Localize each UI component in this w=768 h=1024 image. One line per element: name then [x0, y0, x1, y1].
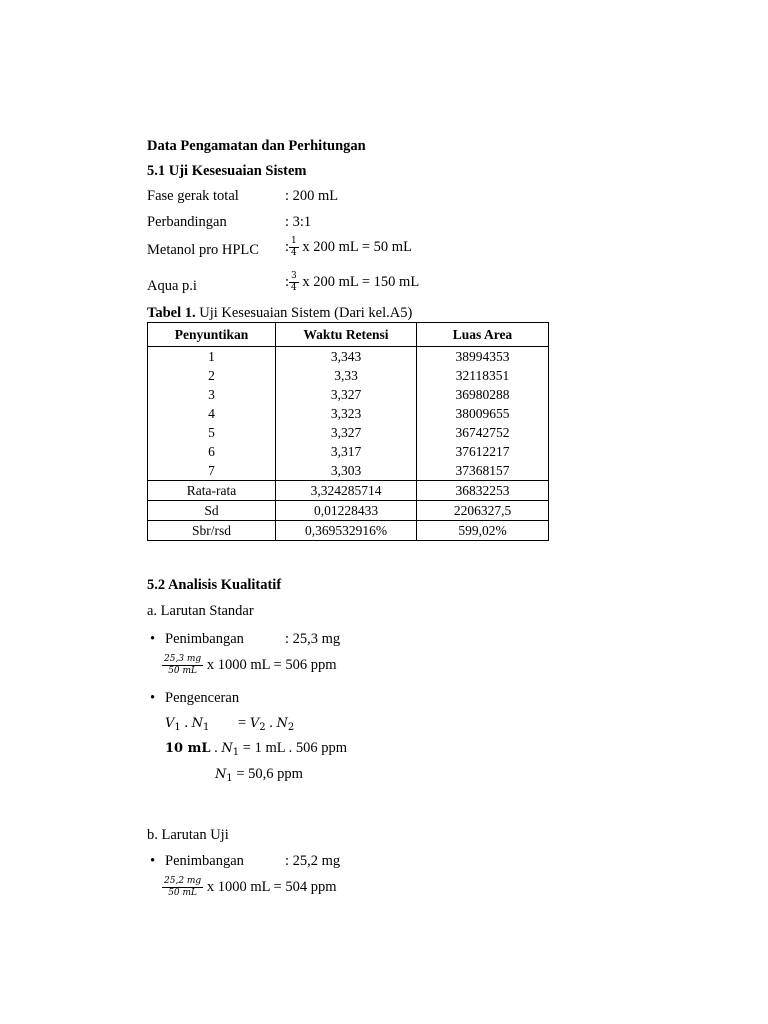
eq-n2: N	[276, 716, 288, 731]
metanol-colon: :	[285, 238, 290, 255]
table-header-row	[148, 323, 549, 347]
cell-summary-luas: 599,02%	[417, 521, 549, 541]
larutan-uji-title: b. Larutan Uji	[147, 827, 229, 843]
standar-frac-den: 50 mL	[168, 666, 198, 676]
larutan-standar-title: a. Larutan Standar	[147, 603, 254, 619]
uji-frac-den: 50 mL	[168, 888, 198, 898]
eq2-n1: N	[221, 741, 233, 756]
eq3-n1-sub: 1	[226, 773, 233, 784]
cell-waktu-retensi: 3,327	[276, 423, 417, 442]
cell-summary-waktu: 3,324285714	[276, 481, 417, 501]
fase-value: : 200 mL	[285, 188, 339, 204]
cell-luas-area: 38994353	[455, 349, 510, 364]
pengenceran-label: • Pengenceran	[165, 690, 239, 707]
aqua-label: Aqua p.i	[147, 278, 197, 294]
dilution-equation: $V_1$ . $N_1$	[165, 715, 210, 733]
eq-v2: V	[249, 716, 260, 731]
table-summary-row-mean	[148, 481, 549, 501]
cell-summary-luas: 2206327,5	[417, 501, 549, 521]
metanol-fraction	[289, 236, 299, 259]
standar-fraction	[162, 654, 203, 677]
page-heading: Data Pengamatan dan Perhitungan	[147, 138, 366, 154]
uji-frac-result: x 1000 mL = 504 ppm	[206, 878, 337, 895]
eq2-n1-sub: 1	[232, 747, 240, 758]
uji-penimbangan-label: • Penimbangan	[165, 853, 244, 870]
dilution-substitution: 10 mL . $N_1 = 1$ mL . 506 ppm	[165, 740, 348, 758]
table-row	[148, 385, 549, 404]
cell-summary-label: Sbr/rsd	[148, 521, 276, 541]
cell-waktu-retensi: 3,33	[276, 366, 417, 385]
col-header-waktu-retensi: Waktu Retensi	[276, 323, 417, 347]
cell-luas-area: 38009655	[455, 406, 510, 421]
metanol-calc: x 200 mL = 50 mL	[302, 238, 412, 255]
cell-penyuntikan: 4	[148, 404, 276, 423]
table-summary-row-sd	[148, 501, 549, 521]
metanol-label: Metanol pro HPLC	[147, 242, 259, 258]
col-header-luas-area: Luas Area	[417, 323, 549, 347]
table-row	[148, 347, 549, 367]
table-summary-row-rsd	[148, 521, 549, 541]
cell-waktu-retensi: 3,317	[276, 442, 417, 461]
section-5-2-title: 5.2 Analisis Kualitatif	[147, 577, 282, 593]
standar-penimbangan-value: : 25,3 mg	[285, 631, 341, 647]
eq-v1-sub: 1	[174, 722, 181, 733]
cell-waktu-retensi: 3,303	[276, 461, 417, 481]
dilution-equation-right: = $V_2$ . $N_2$	[238, 715, 295, 733]
perbandingan-value: : 3:1	[285, 214, 312, 230]
cell-penyuntikan: 3	[148, 385, 276, 404]
uji-concentration-calc	[162, 876, 337, 899]
eq-n1-sub: 1	[203, 722, 210, 733]
uji-fraction	[162, 876, 203, 899]
table-caption	[147, 305, 412, 322]
table-row	[148, 423, 549, 442]
table-caption-text: Uji Kesesuaian Sistem (Dari kel.A5)	[195, 305, 413, 321]
cell-penyuntikan: 2	[148, 366, 276, 385]
metanol-value	[285, 236, 412, 259]
cell-summary-luas: 36832253	[417, 481, 549, 501]
suitability-table	[147, 322, 549, 541]
eq-v2-sub: 2	[259, 722, 266, 733]
aqua-frac-num: 3	[291, 271, 297, 281]
col-header-penyuntikan: Penyuntikan	[148, 323, 276, 347]
aqua-fraction	[289, 271, 299, 294]
cell-summary-waktu: 0,369532916%	[276, 521, 417, 541]
dilution-result	[215, 766, 303, 784]
uji-frac-num: 25,2 mg	[164, 876, 202, 886]
table-row	[148, 366, 549, 385]
metanol-frac-den: 4	[291, 248, 297, 258]
fase-label: Fase gerak total	[147, 188, 239, 204]
cell-luas-area: 36742752	[455, 425, 510, 440]
eq3-rest: = 50,6 ppm	[236, 766, 303, 782]
eq-n1: N	[191, 716, 204, 731]
perbandingan-label: Perbandingan	[147, 214, 227, 230]
standar-frac-num: 25,3 mg	[164, 654, 202, 664]
cell-waktu-retensi: 3,343	[276, 347, 417, 367]
section-5-1-title: 5.1 Uji Kesesuaian Sistem	[147, 163, 307, 179]
cell-penyuntikan: 7	[148, 461, 276, 481]
cell-penyuntikan: 1	[148, 347, 276, 367]
aqua-colon: :	[285, 273, 290, 290]
eq3-n1: N	[215, 767, 227, 782]
aqua-value	[285, 271, 419, 294]
aqua-calc: x 200 mL = 150 mL	[302, 273, 420, 290]
cell-luas-area: 37612217	[455, 444, 510, 459]
table-caption-number: Tabel 1.	[147, 305, 196, 321]
cell-luas-area: 37368157	[455, 463, 510, 478]
cell-waktu-retensi: 3,327	[276, 385, 417, 404]
table-row	[148, 442, 549, 461]
eq2-rest: = 1 mL . 506 ppm	[242, 740, 348, 756]
cell-penyuntikan: 6	[148, 442, 276, 461]
eq-v1: V	[165, 716, 175, 731]
eq-n2-sub: 2	[287, 722, 295, 733]
aqua-frac-den: 4	[291, 283, 297, 293]
table-row	[148, 404, 549, 423]
metanol-frac-num: 1	[291, 236, 297, 246]
standar-concentration-calc	[162, 654, 337, 677]
uji-penimbangan-value: : 25,2 mg	[285, 853, 341, 869]
cell-luas-area: 32118351	[455, 368, 510, 383]
cell-luas-area: 36980288	[455, 387, 510, 402]
cell-summary-waktu: 0,01228433	[276, 501, 417, 521]
table-row	[148, 461, 549, 481]
cell-penyuntikan: 5	[148, 423, 276, 442]
standar-frac-result: x 1000 mL = 506 ppm	[206, 656, 337, 673]
cell-waktu-retensi: 3,323	[276, 404, 417, 423]
eq2-prefix: 10 mL	[165, 741, 211, 756]
standar-penimbangan-label: • Penimbangan	[165, 631, 244, 648]
cell-summary-label: Rata-rata	[148, 481, 276, 501]
cell-summary-label: Sd	[148, 501, 276, 521]
